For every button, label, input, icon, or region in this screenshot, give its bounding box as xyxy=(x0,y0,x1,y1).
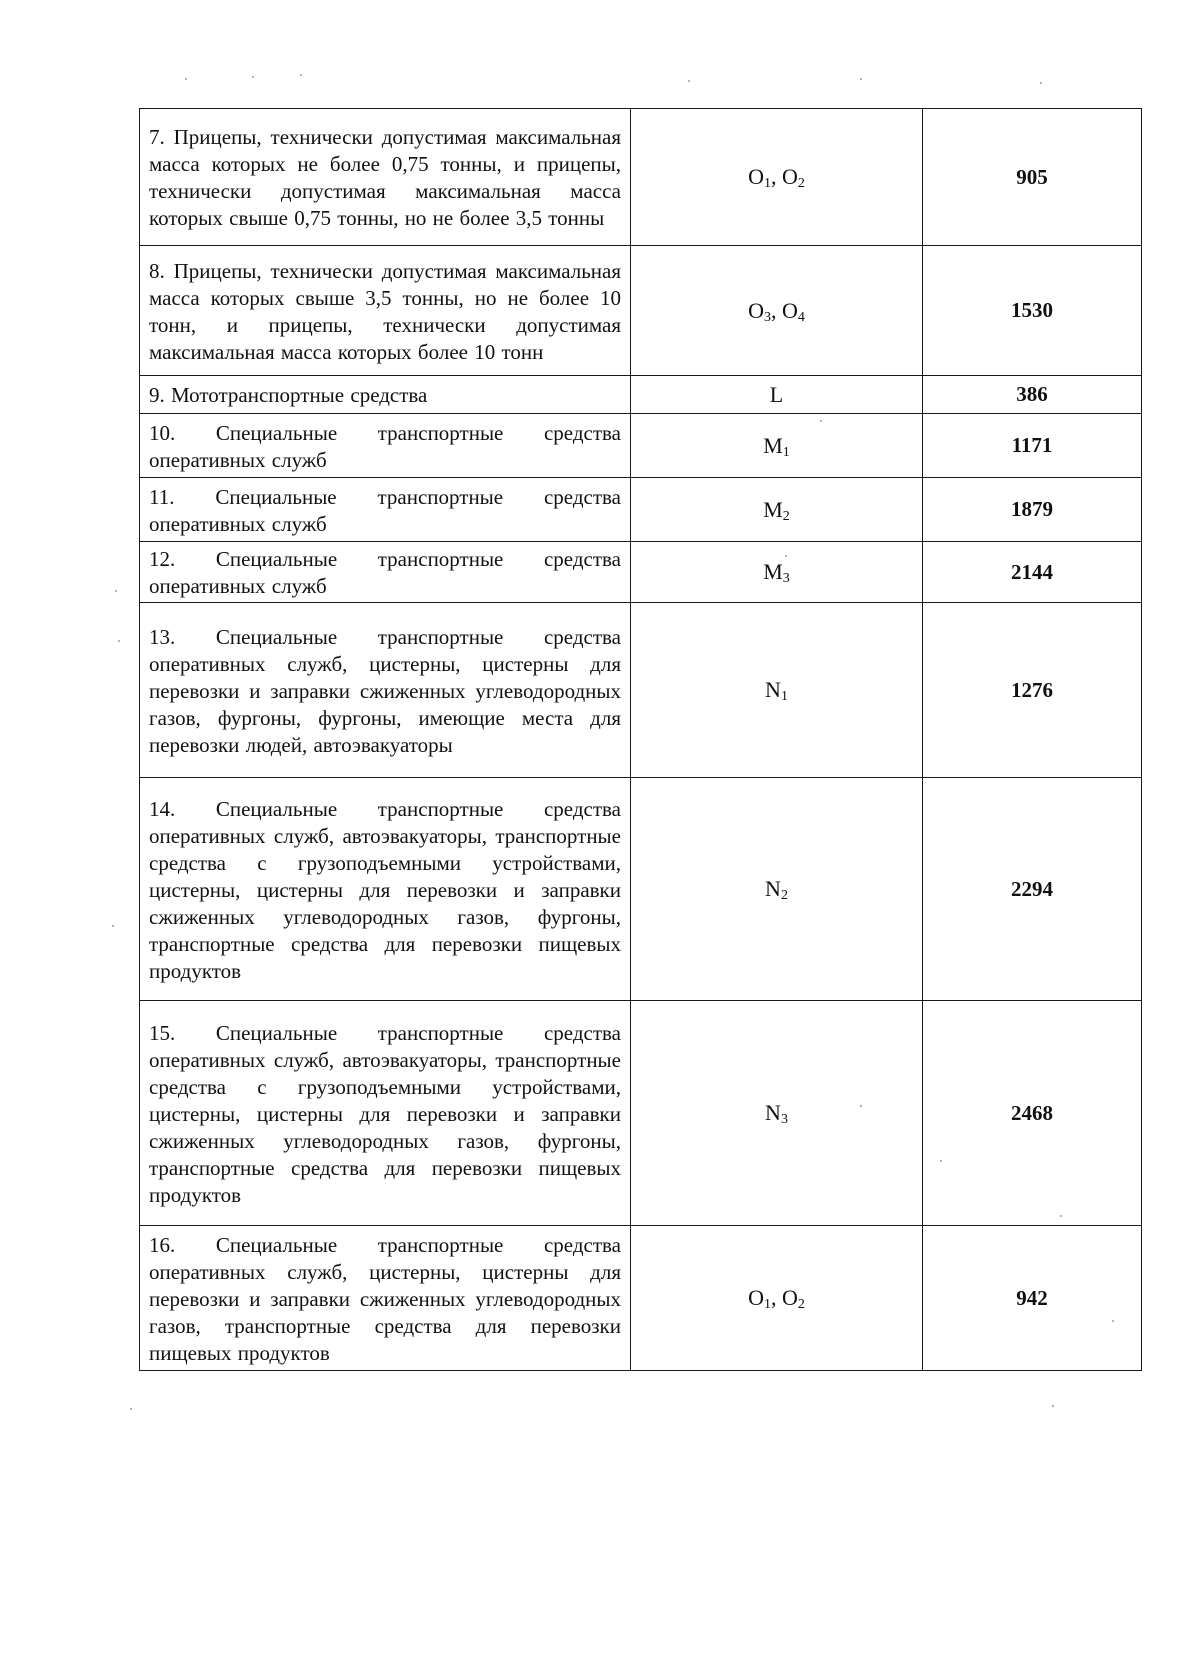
tariff-value: 386 xyxy=(1016,382,1048,406)
vehicle-description: 10. Специальные транспортные средства оперативных служб xyxy=(149,420,621,472)
category-subscript: 4 xyxy=(797,309,805,325)
category-letter: M xyxy=(763,559,783,584)
tariff-value-cell xyxy=(923,1226,1142,1371)
category-letter: M xyxy=(763,432,783,458)
category-subscript: 1 xyxy=(780,689,788,704)
vehicle-description-cell xyxy=(140,603,631,778)
scan-speck xyxy=(185,78,187,80)
tariff-value: 1530 xyxy=(1011,298,1053,322)
category-subscript: 3 xyxy=(780,1112,788,1127)
category-subscript: 1 xyxy=(764,1297,771,1312)
category-letter: O xyxy=(748,1285,764,1310)
vehicle-category-cell xyxy=(631,1226,923,1371)
scan-speck xyxy=(300,74,302,76)
category-separator: , xyxy=(771,297,782,323)
category-subscript: 2 xyxy=(782,508,790,524)
tariff-value: 2468 xyxy=(1011,1100,1053,1125)
tariff-value: 1171 xyxy=(1011,433,1053,457)
vehicle-description: 13. Специальные транспортные средства оперативных служб, цистерны, цистерны для перевозки и заправки сжиженных углеводородных газов, фургоны, фургоны, имеющие места для перевозки людей, автоэвакуаторы xyxy=(149,624,621,757)
vehicle-category-cell xyxy=(631,109,923,246)
tariff-table-body xyxy=(140,109,1142,1371)
category-letter: O xyxy=(748,297,764,323)
vehicle-description-cell xyxy=(140,376,631,414)
vehicle-description-cell xyxy=(140,1001,631,1226)
vehicle-description: 12. Специальные транспортные средства оперативных служб xyxy=(149,547,621,598)
scan-speck xyxy=(1060,1215,1062,1217)
category-subscript: 1 xyxy=(764,176,771,191)
vehicle-description-cell xyxy=(140,109,631,246)
vehicle-category-cell xyxy=(631,414,923,478)
scan-speck xyxy=(688,80,690,82)
scan-speck xyxy=(860,1105,862,1107)
vehicle-description: 7. Прицепы, технически допустимая максимальная масса которых не более 0,75 тонны, и прицепы, технически допустимая максимальная масса которых свыше 0,75 тонны, но не более 3,5 тонны xyxy=(149,125,621,230)
category-subscript: 2 xyxy=(797,1297,805,1312)
vehicle-description-cell xyxy=(140,778,631,1001)
tariff-value-cell xyxy=(923,542,1142,603)
category-subscript: 3 xyxy=(764,309,771,325)
tariff-value-cell xyxy=(923,109,1142,246)
category-letter: N xyxy=(765,876,781,901)
tariff-value: 905 xyxy=(1016,164,1048,189)
tariff-table xyxy=(139,108,1142,1371)
vehicle-description: 11. Специальные транспортные средства оперативных служб xyxy=(149,484,621,536)
category-letter: N xyxy=(765,1100,781,1125)
category-subscript: 3 xyxy=(782,571,790,586)
category-letter: N xyxy=(765,677,781,702)
table-row xyxy=(140,376,1142,414)
scan-speck xyxy=(860,78,862,80)
category-letter: M xyxy=(763,496,783,522)
tariff-value-cell xyxy=(923,603,1142,778)
tariff-value-cell xyxy=(923,414,1142,478)
category-letter: O xyxy=(748,164,764,189)
tariff-value-cell xyxy=(923,1001,1142,1226)
tariff-value-cell xyxy=(923,246,1142,376)
table-row xyxy=(140,109,1142,246)
tariff-value: 2294 xyxy=(1011,876,1053,901)
scan-speck xyxy=(130,1408,132,1410)
table-row xyxy=(140,478,1142,542)
scan-speck xyxy=(1052,1405,1054,1407)
table-row xyxy=(140,778,1142,1001)
scan-speck xyxy=(118,640,120,642)
vehicle-description-cell xyxy=(140,478,631,542)
vehicle-description-cell xyxy=(140,542,631,603)
vehicle-description-cell xyxy=(140,1226,631,1371)
category-letter: O xyxy=(782,1285,798,1310)
category-subscript: 2 xyxy=(797,176,805,191)
vehicle-description: 8. Прицепы, технически допустимая максимальная масса которых свыше 3,5 тонны, но не более 10 тонн, и прицепы, технически допустимая максимальная масса которых более 10 тонн xyxy=(149,258,621,364)
table-row xyxy=(140,1226,1142,1371)
category-separator: , xyxy=(771,164,782,189)
vehicle-category-cell xyxy=(631,478,923,542)
scan-speck xyxy=(940,1160,942,1162)
scan-speck xyxy=(112,925,114,927)
scan-speck xyxy=(1112,1320,1114,1322)
tariff-value: 1879 xyxy=(1011,497,1053,521)
table-row xyxy=(140,542,1142,603)
category-letter: L xyxy=(769,381,784,407)
vehicle-description: 9. Мототранспортные средства xyxy=(149,383,428,407)
vehicle-category-cell xyxy=(631,778,923,1001)
vehicle-category-cell xyxy=(631,246,923,376)
tariff-value: 942 xyxy=(1016,1285,1048,1310)
vehicle-category-cell xyxy=(631,1001,923,1226)
scan-speck xyxy=(785,555,787,557)
category-subscript: 1 xyxy=(782,444,790,460)
vehicle-category-cell xyxy=(631,542,923,603)
category-letter: O xyxy=(782,297,798,323)
scan-speck xyxy=(115,590,117,592)
table-row xyxy=(140,1001,1142,1226)
table-row xyxy=(140,603,1142,778)
table-row xyxy=(140,414,1142,478)
table-row xyxy=(140,246,1142,376)
scan-speck xyxy=(1040,82,1042,84)
tariff-value: 1276 xyxy=(1011,677,1053,702)
vehicle-description: 16. Специальные транспортные средства оперативных служб, цистерны, цистерны для перевозки и заправки сжиженных углеводородных газов, транспортные средства для перевозки пищевых продуктов xyxy=(149,1232,621,1365)
vehicle-category-cell xyxy=(631,376,923,414)
category-letter: O xyxy=(782,164,798,189)
scan-speck xyxy=(252,76,254,78)
tariff-value-cell xyxy=(923,376,1142,414)
category-separator: , xyxy=(771,1285,782,1310)
vehicle-description: 15. Специальные транспортные средства оперативных служб, автоэвакуаторы, транспортные средства с грузоподъемными устройствами, цистерны, цистерны для перевозки и заправки сжиженных углеводородных газов, фургоны, транспортные средства для перевозки пищевых продуктов xyxy=(149,1020,621,1207)
scan-speck xyxy=(820,420,822,422)
tariff-value: 2144 xyxy=(1011,559,1053,584)
vehicle-category-cell xyxy=(631,603,923,778)
vehicle-description: 14. Специальные транспортные средства оперативных служб, автоэвакуаторы, транспортные средства с грузоподъемными устройствами, цистерны, цистерны для перевозки и заправки сжиженных углеводородных газов, фургоны, транспортные средства для перевозки пищевых продуктов xyxy=(149,796,621,983)
category-subscript: 2 xyxy=(780,888,788,903)
tariff-value-cell xyxy=(923,778,1142,1001)
tariff-value-cell xyxy=(923,478,1142,542)
vehicle-description-cell xyxy=(140,246,631,376)
vehicle-description-cell xyxy=(140,414,631,478)
